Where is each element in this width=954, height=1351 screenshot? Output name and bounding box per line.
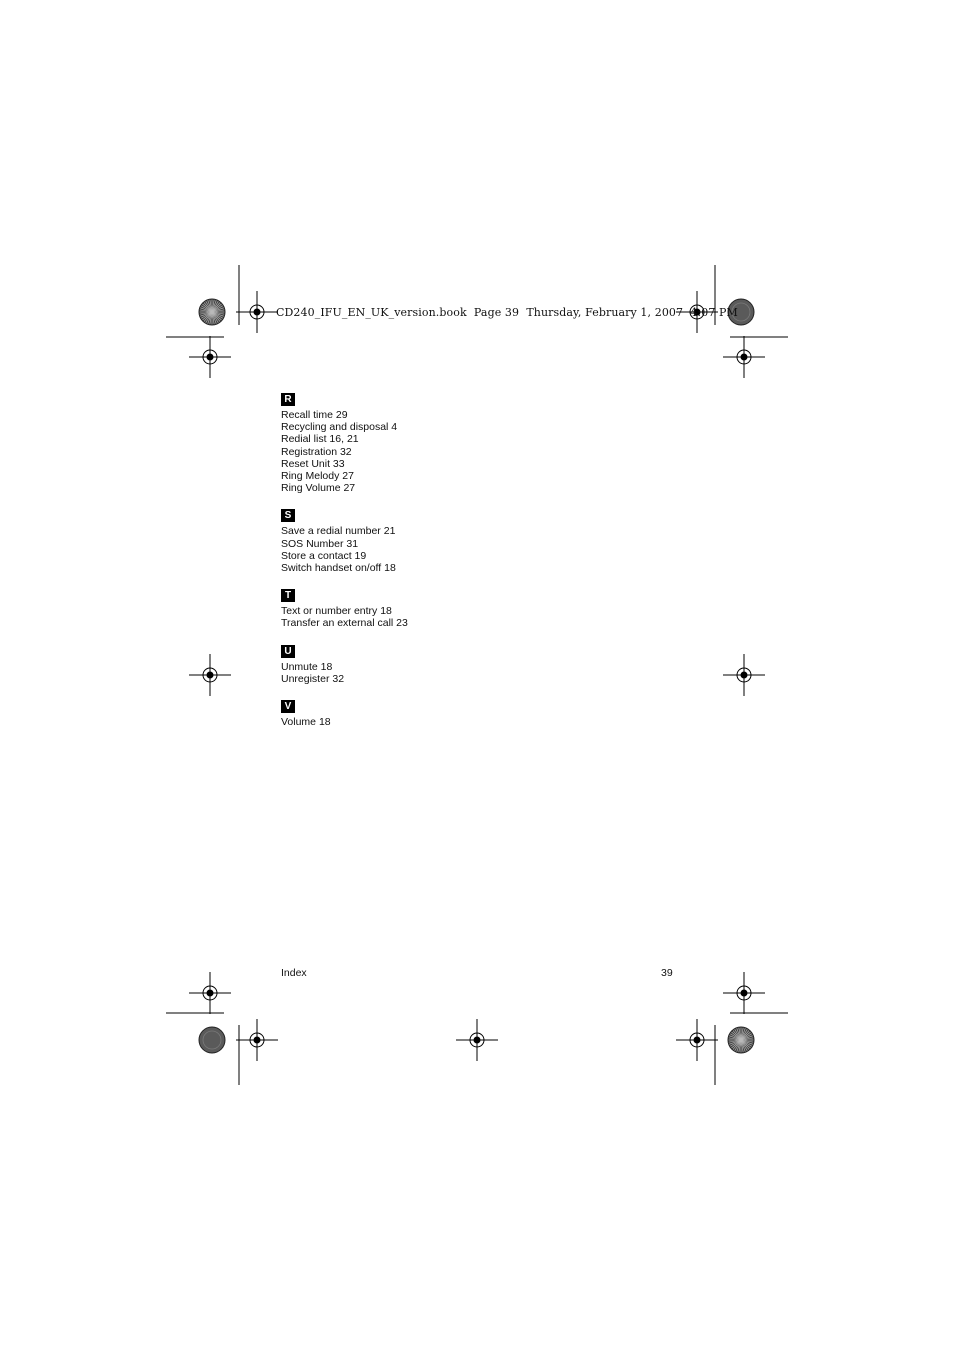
index-entry: Unmute 18 bbox=[281, 660, 333, 673]
index-section-u bbox=[281, 641, 681, 685]
index-entry: Switch handset on/off 18 bbox=[281, 562, 396, 575]
index-entry: Unregister 32 bbox=[281, 672, 345, 685]
footer-section-label: Index bbox=[281, 967, 307, 979]
index-section-t bbox=[281, 585, 681, 629]
index-entry: Recycling and disposal 4 bbox=[281, 421, 398, 434]
registration-target bbox=[723, 654, 765, 696]
index-entry: Save a redial number 21 bbox=[281, 525, 396, 538]
section-letter: U bbox=[281, 645, 295, 658]
registration-target bbox=[189, 336, 231, 378]
color-bar-starburst bbox=[728, 1027, 754, 1053]
index-entry: Registration 32 bbox=[281, 445, 352, 458]
index-entry: Ring Volume 27 bbox=[281, 482, 356, 495]
index-section-r bbox=[281, 389, 681, 494]
index-entry: SOS Number 31 bbox=[281, 537, 359, 550]
index-entry: Text or number entry 18 bbox=[281, 605, 392, 618]
index-entry: Recall time 29 bbox=[281, 409, 348, 421]
registration-target bbox=[236, 291, 278, 333]
registration-target bbox=[723, 972, 765, 1014]
registration-target bbox=[236, 1019, 278, 1061]
index-section-v bbox=[281, 696, 681, 728]
registration-target bbox=[189, 654, 231, 696]
registration-target bbox=[723, 336, 765, 378]
print-slug-line: CD240_IFU_EN_UK_version.book Page 39 Thursday, February 1, 2007 4:07 PM bbox=[276, 306, 738, 319]
color-bar-tone bbox=[199, 1027, 225, 1053]
index-entry: Store a contact 19 bbox=[281, 549, 367, 562]
index-entry: Volume 18 bbox=[281, 716, 331, 729]
section-letter: T bbox=[281, 589, 295, 602]
section-letter: S bbox=[281, 509, 295, 522]
index-section-s bbox=[281, 505, 681, 574]
index-entry: Redial list 16, 21 bbox=[281, 433, 359, 446]
section-letter: V bbox=[281, 700, 295, 713]
index-entry: Ring Melody 27 bbox=[281, 470, 354, 483]
registration-target bbox=[676, 1019, 718, 1061]
index-entry: Reset Unit 33 bbox=[281, 457, 345, 470]
index-entry: Transfer an external call 23 bbox=[281, 617, 408, 630]
section-letter: R bbox=[281, 393, 295, 406]
registration-target bbox=[189, 972, 231, 1014]
footer-page-number: 39 bbox=[661, 967, 673, 979]
index-list bbox=[281, 389, 681, 739]
color-bar-starburst bbox=[199, 299, 225, 325]
registration-target bbox=[456, 1019, 498, 1061]
